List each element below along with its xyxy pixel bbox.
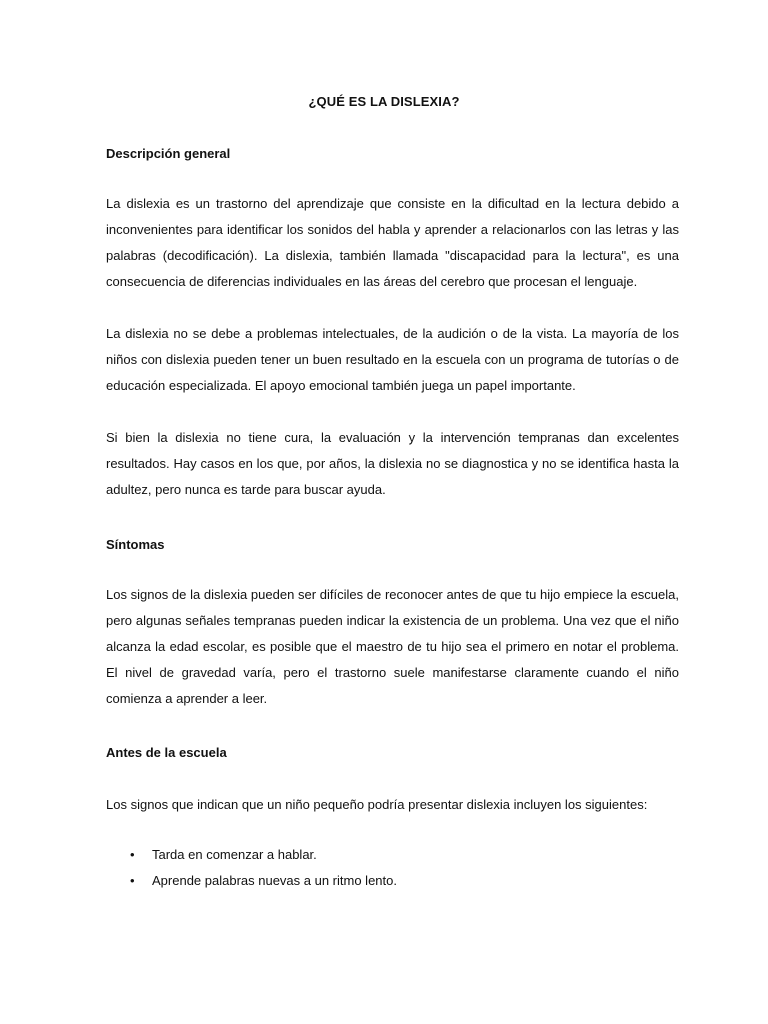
paragraph-descripcion-2: La dislexia no se debe a problemas intelectuales, de la audición o de la vista. La mayoría de los niños con dislexia pueden tener un buen resultado en la escuela con un programa de tutorías o de educación especializada. El apoyo emocional también juega un papel importante.	[106, 326, 679, 393]
bullet-icon: •	[130, 847, 135, 862]
paragraph-descripcion-1: La dislexia es un trastorno del aprendizaje que consiste en la dificultad en la lectura debido a inconvenientes para identificar los sonidos del habla y aprender a relacionarlos con las letras y las palabras (decodificación). La dislexia, también llamada "discapacidad para la lectura", es una consecuencia de diferencias individuales en las áreas del cerebro que procesan el lenguaje.	[106, 196, 679, 289]
section-heading-sintomas: Síntomas	[106, 537, 165, 552]
paragraph-antes-escuela-1: Los signos que indican que un niño pequeño podría presentar dislexia incluyen los siguientes:	[106, 797, 648, 812]
document-title: ¿QUÉ ES LA DISLEXIA?	[308, 94, 460, 109]
list-item-text: Aprende palabras nuevas a un ritmo lento.	[152, 873, 397, 888]
paragraph-descripcion-3: Si bien la dislexia no tiene cura, la evaluación y la intervención tempranas dan excelentes resultados. Hay casos en los que, por años, la dislexia no se diagnostica y no se identifica hasta la adultez, pero nunca es tarde para buscar ayuda.	[106, 430, 679, 497]
paragraph-sintomas-1: Los signos de la dislexia pueden ser difíciles de reconocer antes de que tu hijo empiece la escuela, pero algunas señales tempranas pueden indicar la existencia de un problema. Una vez que el niño alcanza la edad escolar, es posible que el maestro de tu hijo sea el primero en notar el problema. El nivel de gravedad varía, pero el trastorno suele manifestarse claramente cuando el niño comienza a aprender a leer.	[106, 587, 679, 706]
list-item	[106, 872, 397, 898]
section-heading-antes-escuela: Antes de la escuela	[106, 745, 227, 760]
section-heading-descripcion: Descripción general	[106, 146, 231, 161]
list-item-text: Tarda en comenzar a hablar.	[152, 847, 317, 862]
symptom-bullet-list	[106, 846, 397, 898]
list-item	[106, 846, 397, 872]
bullet-icon: •	[130, 873, 135, 888]
